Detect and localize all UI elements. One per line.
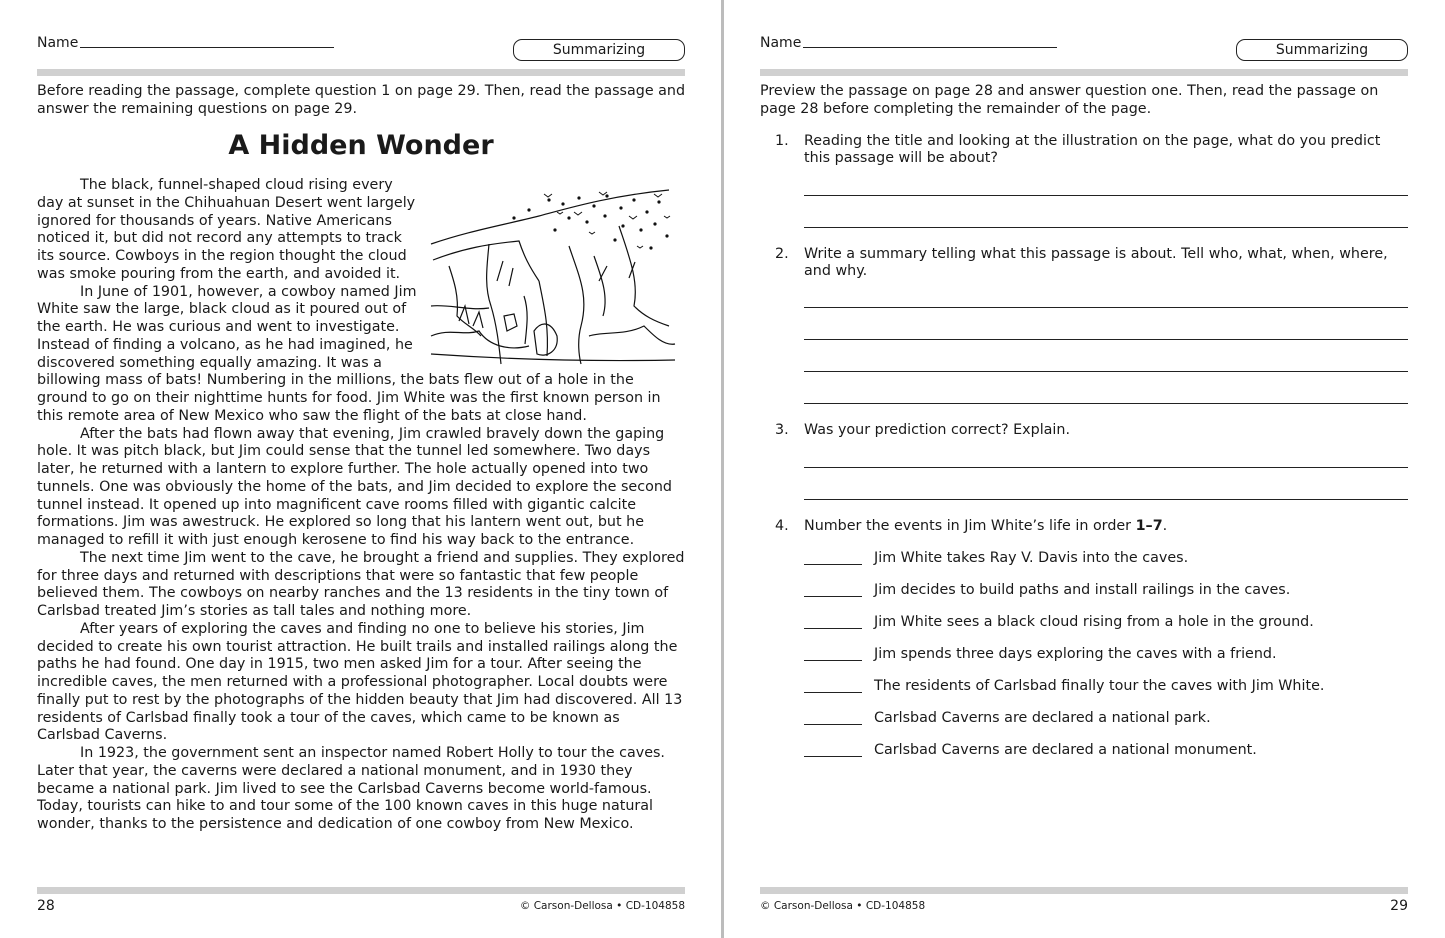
answer-line[interactable] <box>804 403 1408 404</box>
name-label: Name <box>37 35 79 51</box>
paragraph: After years of exploring the caves and finding no one to believe his stories, Jim decided to create his own tourist attraction. He built trails and installed railings along the paths he had found. One day in 1915, two men asked Jim for a tour. After seeing the incredible caves, the men returned with a professional photographer. Local doubts were finally put to rest by the photographs of the hidden beauty that Jim had discovered. All 13 residents of Carlsbad finally took a tour of the caves, which came to be known as Carlsbad Caverns. <box>37 620 683 744</box>
paragraph: The next time Jim went to the cave, he brought a friend and supplies. They explored for three days and returned with descriptions that were so fantastic that few people believed them. The cowboys on nearby ranches and the 13 residents in the tiny town of Carlsbad treated Jim’s stories as tall tales and nothing more. <box>37 549 685 619</box>
page-number: 28 <box>37 898 55 914</box>
name-line[interactable] <box>80 47 334 48</box>
copyright: © Carson-Dellosa • CD-104858 <box>760 900 926 912</box>
summarizing-badge: Summarizing <box>1236 39 1408 61</box>
order-range: 1–7 <box>1135 518 1163 534</box>
copyright: © Carson-Dellosa • CD-104858 <box>519 900 685 912</box>
event-item: The residents of Carlsbad finally tour the caves with Jim White. <box>874 678 1325 694</box>
paragraph: In 1923, the government sent an inspector named Robert Holly to tour the caves. Later that year, the caverns were declared a national monument, and in 1930 they became a national park. Jim lived to see the Carlsbad Caverns become world-famous. Today, tourists can hike to and tour some of the 100 known caves in this huge natural wonder, thanks to the persistence and dedication of one cowboy from New Mexico. <box>37 745 665 832</box>
event-item: Jim White takes Ray V. Davis into the caves. <box>874 550 1189 566</box>
question-number: 1. <box>775 133 789 149</box>
event-order-blank[interactable] <box>804 756 862 757</box>
question-4-end: . <box>1162 518 1168 534</box>
question-4-prompt: Number the events in Jim White’s life in order <box>804 518 1136 534</box>
cave-bats-illustration <box>429 186 677 366</box>
event-item: Jim White sees a black cloud rising from a hole in the ground. <box>874 614 1314 630</box>
footer-bar <box>760 887 1408 894</box>
answer-line[interactable] <box>804 499 1408 500</box>
question-2-text: Write a summary telling what this passage is about. Tell who, what, when, where, and why. <box>804 246 1388 279</box>
event-order-blank[interactable] <box>804 660 862 661</box>
event-order-blank[interactable] <box>804 724 862 725</box>
answer-line[interactable] <box>804 371 1408 372</box>
answer-line[interactable] <box>804 339 1408 340</box>
passage-body <box>37 177 687 834</box>
event-order-blank[interactable] <box>804 564 862 565</box>
answer-line[interactable] <box>804 467 1408 468</box>
name-label: Name <box>760 35 802 51</box>
summarizing-badge: Summarizing <box>513 39 685 61</box>
instructions: Preview the passage on page 28 and answer question one. Then, read the passage on page 28 before completing the remainder of the page. <box>760 83 1379 117</box>
answer-line[interactable] <box>804 195 1408 196</box>
header-bar <box>37 69 685 76</box>
answer-line[interactable] <box>804 307 1408 308</box>
question-1-text: Reading the title and looking at the illustration on the page, what do you predict this passage will be about? <box>804 133 1381 166</box>
right-page <box>724 0 1445 938</box>
event-order-blank[interactable] <box>804 628 862 629</box>
left-page <box>0 0 721 938</box>
passage-title: A Hidden Wonder <box>228 130 494 161</box>
event-item: Jim spends three days exploring the caves with a friend. <box>874 646 1277 662</box>
event-order-blank[interactable] <box>804 692 862 693</box>
event-item: Carlsbad Caverns are declared a national park. <box>874 710 1211 726</box>
question-number: 2. <box>775 246 789 262</box>
question-number: 3. <box>775 422 789 438</box>
event-item: Carlsbad Caverns are declared a national monument. <box>874 742 1257 758</box>
event-order-blank[interactable] <box>804 596 862 597</box>
paragraph: The black, funnel-shaped cloud rising every day at sunset in the Chihuahuan Desert went largely ignored for thousands of years. Native Americans noticed it, but did not record any attempts to track its source. Cowboys in the region thought the cloud was smoke pouring from the earth, and avoided it. <box>37 177 416 282</box>
question-3-text: Was your prediction correct? Explain. <box>804 422 1071 438</box>
question-4-text <box>804 518 1408 535</box>
page-number: 29 <box>1390 898 1408 914</box>
header-bar <box>760 69 1408 76</box>
question-number: 4. <box>775 518 789 534</box>
paragraph: In June of 1901, however, a cowboy named Jim White saw the large, black cloud as it poured out of the earth. He was curious and went to investigate. Instead of finding a volcano, as he had imagined, he discovered something equally amazing. It was a billowing mass of bats! Numbering in the millions, the bats flew out of a hole in the ground to go on their nighttime hunts for food. Jim White was the first known person in this remote area of New Mexico who saw the flight of the bats at close hand. <box>37 283 661 424</box>
answer-line[interactable] <box>804 227 1408 228</box>
name-line[interactable] <box>803 47 1057 48</box>
paragraph: After the bats had flown away that evening, Jim crawled bravely down the gaping hole. It was pitch black, but Jim could sense that the tunnel led somewhere. Two days later, he returned with a lantern to explore further. The hole actually opened into two tunnels. One was obviously the home of the bats, and Jim decided to explore the second tunnel instead. It opened up into magnificent cave rooms filled with gigantic calcite formations. Jim was awestruck. He explored so long that his lantern went out, but he managed to refill it with just enough kerosene to find his way back to the entrance. <box>37 425 672 548</box>
footer-bar <box>37 887 685 894</box>
instructions: Before reading the passage, complete question 1 on page 29. Then, read the passage and answer the remaining questions on page 29. <box>37 83 686 117</box>
event-item: Jim decides to build paths and install railings in the caves. <box>874 582 1291 598</box>
